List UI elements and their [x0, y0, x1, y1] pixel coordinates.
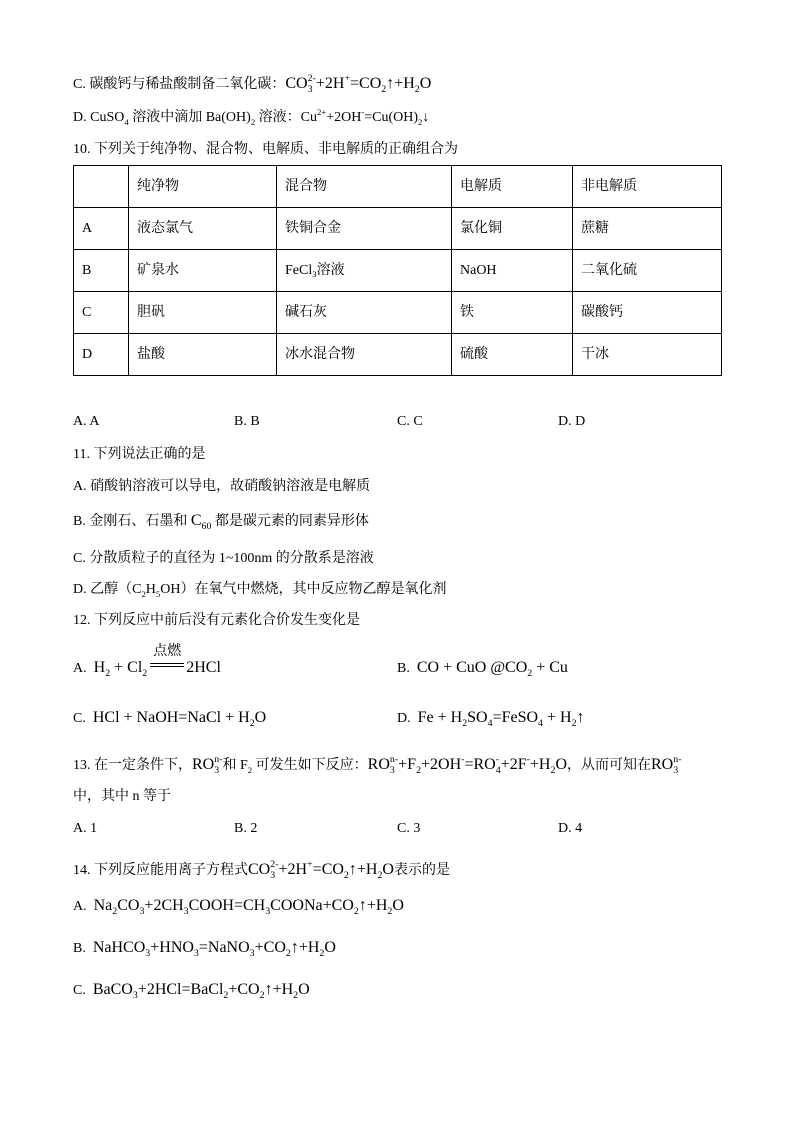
text-run: +2H	[278, 860, 308, 878]
subscript: 2	[247, 764, 253, 775]
text-run: 13. 在一定条件下，	[73, 757, 192, 773]
subscript: 2	[319, 948, 325, 960]
subscript: 2	[105, 668, 111, 680]
text-run: B.	[73, 941, 93, 956]
text-run: HCl + NaOH=NaCl + H	[92, 709, 250, 726]
text-run: +2OH	[326, 110, 362, 125]
text-run: =Cu(OH)	[364, 110, 419, 125]
superscript: +	[344, 73, 351, 85]
chemical-formula	[416, 659, 568, 680]
text-run: + Cu	[532, 659, 568, 676]
text-run: +2OH	[421, 755, 462, 773]
text-run: BaCO	[92, 981, 133, 998]
question-13-option-c: C. 3	[397, 821, 421, 836]
table-cell: 蔗糖	[573, 208, 722, 250]
chemical-formula	[367, 754, 567, 777]
table-header-cell: 纯净物	[129, 166, 277, 208]
superscript: 2+	[317, 107, 327, 118]
subscript: 2	[142, 668, 148, 680]
question-13-option-d: D. 4	[558, 821, 583, 836]
subscript: 4	[538, 718, 543, 730]
superscript: -	[495, 754, 500, 766]
text-run: C.	[73, 711, 93, 726]
text-run: FeCl	[285, 262, 313, 278]
subscript: 2	[381, 84, 387, 96]
text-run: C. 碳酸钙与稀盐酸制备二氧化碳：	[73, 76, 286, 92]
question-12-option-d	[397, 708, 585, 728]
text-run: +CO	[254, 939, 286, 956]
table-cell: 盐酸	[129, 334, 277, 376]
text-run: H	[93, 659, 106, 676]
text-run: ↑+H	[358, 897, 388, 914]
question-12-stem: 12. 下列反应中前后没有元素化合价发生变化是	[73, 613, 360, 628]
subscript: 3	[249, 948, 255, 960]
text-run: Na	[93, 897, 113, 914]
superscript: 2-	[270, 859, 279, 871]
question-12-option-b	[397, 658, 568, 678]
subscript: 2	[141, 588, 146, 599]
subscript: 4	[124, 116, 129, 127]
text-run: +F	[398, 755, 417, 773]
subscript: 3	[145, 948, 151, 960]
text-run: ，从而可知在	[567, 757, 651, 773]
question-10-option-a: A. A	[73, 414, 100, 429]
question-10-option-b: B. B	[234, 414, 260, 429]
subscript: 4	[495, 765, 501, 777]
text-run: O	[382, 860, 394, 878]
table-header-cell: 电解质	[452, 166, 573, 208]
question-10-stem: 10. 下列关于纯净物、混合物、电解质、非电解质的正确组合为	[73, 142, 458, 157]
text-run: O	[254, 709, 267, 726]
superscript: -	[461, 754, 465, 766]
table-cell: 碳酸钙	[573, 292, 722, 334]
text-run: +2F	[500, 755, 527, 773]
table-row	[74, 208, 722, 250]
text-run: D. CuSO	[73, 110, 125, 125]
text-run: 2HCl	[186, 659, 221, 676]
text-run: 和 F	[222, 757, 248, 773]
text-run: +2HCl=BaCl	[137, 981, 224, 998]
text-run: 溶液	[316, 262, 345, 278]
subscript: 2	[462, 718, 468, 730]
text-run: +2CH	[144, 897, 184, 914]
subscript: 2	[416, 765, 422, 777]
subscript: 3	[312, 269, 317, 280]
text-run: RO	[192, 755, 215, 773]
condition-label: 点燃	[153, 644, 182, 659]
chemical-formula	[417, 709, 585, 730]
question-13-option-b: B. 2	[234, 821, 258, 836]
text-run: +2H	[315, 74, 345, 92]
text-run: CO	[117, 897, 140, 914]
text-run: =NaNO	[198, 939, 250, 956]
text-run: B. 金刚石、石墨和	[73, 514, 191, 529]
table-cell	[277, 250, 452, 292]
table-cell: 矿泉水	[129, 250, 277, 292]
text-run: +H	[529, 755, 551, 773]
subscript: 2	[293, 990, 299, 1002]
text-run: ↑+H	[386, 74, 415, 92]
subscript: 2	[250, 116, 256, 127]
table-row	[74, 250, 722, 292]
subscript: 2	[571, 718, 577, 730]
question-11-option-d	[73, 580, 447, 600]
chemical-formula	[92, 709, 267, 730]
question-10-option-c: C. C	[397, 414, 423, 429]
subscript: 3	[389, 765, 395, 777]
question-13-stem-line-2: 中，其中 n 等于	[73, 789, 171, 804]
question-14-option-c	[73, 980, 310, 1000]
subscript: 3	[214, 765, 220, 777]
text-run: +HNO	[150, 939, 194, 956]
text-run: ↑+H	[264, 981, 294, 998]
text-run: O	[298, 981, 310, 998]
table-row-label: A	[74, 208, 129, 250]
table-cell: 铁	[452, 292, 573, 334]
table-cell: NaOH	[452, 250, 573, 292]
question-10-table	[73, 165, 722, 376]
text-run: 14. 下列反应能用离子方程式	[73, 862, 248, 878]
text-run: C.	[73, 983, 93, 998]
question-14-option-a	[73, 896, 404, 916]
table-cell: 硫酸	[452, 334, 573, 376]
superscript: +	[307, 859, 313, 871]
subscript: 3	[307, 84, 313, 96]
charge-subscript-stack	[270, 860, 278, 882]
text-run: CO	[248, 860, 271, 878]
subscript: 3	[673, 765, 679, 777]
chemical-formula	[93, 644, 221, 680]
subscript: 3	[183, 906, 189, 918]
superscript: n-	[214, 754, 223, 766]
question-14-stem	[73, 856, 450, 882]
text-run: =CO	[312, 860, 344, 878]
table-header-cell: 混合物	[277, 166, 452, 208]
text-run: 溶液中滴加 Ba(OH)	[128, 110, 251, 125]
question-13-option-a: A. 1	[73, 821, 98, 836]
text-run: CO + CuO @CO	[416, 659, 528, 676]
text-run: O	[324, 939, 336, 956]
subscript: 2	[353, 906, 359, 918]
superscript: n-	[389, 754, 399, 766]
superscript: 2-	[307, 73, 316, 85]
table-cell: 氯化铜	[452, 208, 573, 250]
question-11-option-a: A. 硝酸钠溶液可以导电，故硝酸钠溶液是电解质	[73, 479, 371, 494]
table-cell: 胆矾	[129, 292, 277, 334]
question-14-option-b	[73, 938, 336, 958]
text-run: CO	[285, 74, 308, 92]
text-run: O	[392, 897, 404, 914]
text-run: RO	[367, 755, 390, 773]
subscript: 2	[259, 990, 265, 1002]
table-cell: 碱石灰	[277, 292, 452, 334]
subscript: 5	[155, 588, 161, 599]
subscript: 2	[285, 948, 291, 960]
subscript: 2	[112, 906, 118, 918]
superscript: n-	[673, 754, 682, 766]
subscript: 2	[527, 668, 533, 680]
subscript: 2	[343, 870, 349, 882]
text-run: D. 乙醇（C	[73, 582, 142, 597]
charge-subscript-stack	[214, 755, 222, 777]
subscript: 3	[270, 870, 276, 882]
text-run: =FeSO	[492, 709, 539, 726]
table-cell: 干冰	[573, 334, 722, 376]
table-row-label: D	[74, 334, 129, 376]
text-run: ↑+H	[348, 860, 378, 878]
text-run: 溶液：Cu	[255, 110, 317, 125]
text-run: A.	[73, 899, 94, 914]
text-run: ↑+H	[290, 939, 320, 956]
superscript: -	[526, 754, 530, 766]
table-row-label: C	[74, 292, 129, 334]
subscript: 2	[550, 765, 556, 777]
chemical-formula	[651, 754, 682, 777]
text-run: OH）在氧气中燃烧，其中反应物乙醇是氧化剂	[160, 582, 447, 597]
subscript: 3	[132, 990, 138, 1002]
table-row	[74, 334, 722, 376]
charge-subscript-stack	[308, 74, 316, 96]
table-cell: 铁铜合金	[277, 208, 452, 250]
question-9-option-d	[73, 108, 429, 128]
subscript: 2	[377, 870, 383, 882]
text-run: =RO	[464, 755, 496, 773]
subscript: 4	[487, 718, 493, 730]
text-run: NaHCO	[92, 939, 146, 956]
question-13-stem-line-1	[73, 751, 682, 777]
subscript: 2	[249, 718, 255, 730]
charge-subscript-stack	[390, 755, 398, 777]
text-run: + H	[543, 709, 572, 726]
text-run: ↓	[422, 110, 430, 125]
question-9-option-c	[73, 70, 432, 96]
text-run: A.	[73, 661, 94, 676]
reaction-condition	[150, 644, 184, 672]
subscript: 2	[387, 906, 393, 918]
text-run: O	[555, 755, 567, 773]
text-run: COONa+CO	[270, 897, 354, 914]
subscript: 60	[201, 521, 212, 533]
chemical-formula	[190, 512, 212, 533]
chemical-formula	[192, 754, 223, 777]
question-11-stem: 11. 下列说法正确的是	[73, 447, 206, 462]
question-10-option-d: D. D	[558, 414, 586, 429]
question-12-option-a	[73, 644, 221, 680]
text-run: Fe + H	[417, 709, 463, 726]
text-run: H	[145, 582, 156, 597]
charge-subscript-stack	[673, 755, 681, 777]
chemical-formula	[248, 859, 394, 882]
table-cell: 冰水混合物	[277, 334, 452, 376]
text-run: 表示的是	[393, 862, 450, 878]
text-run: 可发生如下反应：	[252, 757, 368, 773]
subscript: 2	[414, 84, 420, 96]
chemical-formula	[92, 981, 310, 1002]
chemical-formula	[93, 897, 404, 918]
double-line-equals	[150, 663, 184, 667]
text-run: O	[419, 74, 432, 92]
table-header-cell: 非电解质	[573, 166, 722, 208]
table-cell: 二氧化硫	[573, 250, 722, 292]
question-10-options	[73, 412, 723, 432]
text-run: =CO	[350, 74, 382, 92]
text-run: + Cl	[110, 659, 143, 676]
chemical-formula	[92, 939, 336, 960]
text-run: SO	[467, 709, 488, 726]
question-11-option-b	[73, 511, 369, 531]
table-header-row	[74, 166, 722, 208]
chemical-formula	[285, 73, 432, 96]
subscript: 2	[418, 116, 423, 127]
charge-subscript-stack	[496, 755, 501, 777]
text-run: 都是碳元素的同素异形体	[211, 514, 369, 529]
question-13-options	[73, 819, 723, 839]
question-11-option-c: C. 分散质粒子的直径为 1~100nm 的分散系是溶液	[73, 551, 374, 566]
text-run: COOH=CH	[188, 897, 266, 914]
text-run: ↑	[576, 709, 585, 726]
text-run: B.	[397, 661, 417, 676]
table-row-label: B	[74, 250, 129, 292]
subscript: 3	[265, 906, 271, 918]
text-run: D.	[397, 711, 418, 726]
text-run: RO	[651, 755, 674, 773]
subscript: 2	[223, 990, 229, 1002]
question-12-option-c	[73, 708, 266, 728]
table-row	[74, 292, 722, 334]
subscript: 3	[193, 948, 199, 960]
table-corner-cell	[74, 166, 129, 208]
table-cell: 液态氯气	[129, 208, 277, 250]
text-run: +CO	[228, 981, 260, 998]
text-run: C	[190, 512, 202, 529]
superscript: -	[361, 107, 365, 118]
subscript: 3	[139, 906, 145, 918]
